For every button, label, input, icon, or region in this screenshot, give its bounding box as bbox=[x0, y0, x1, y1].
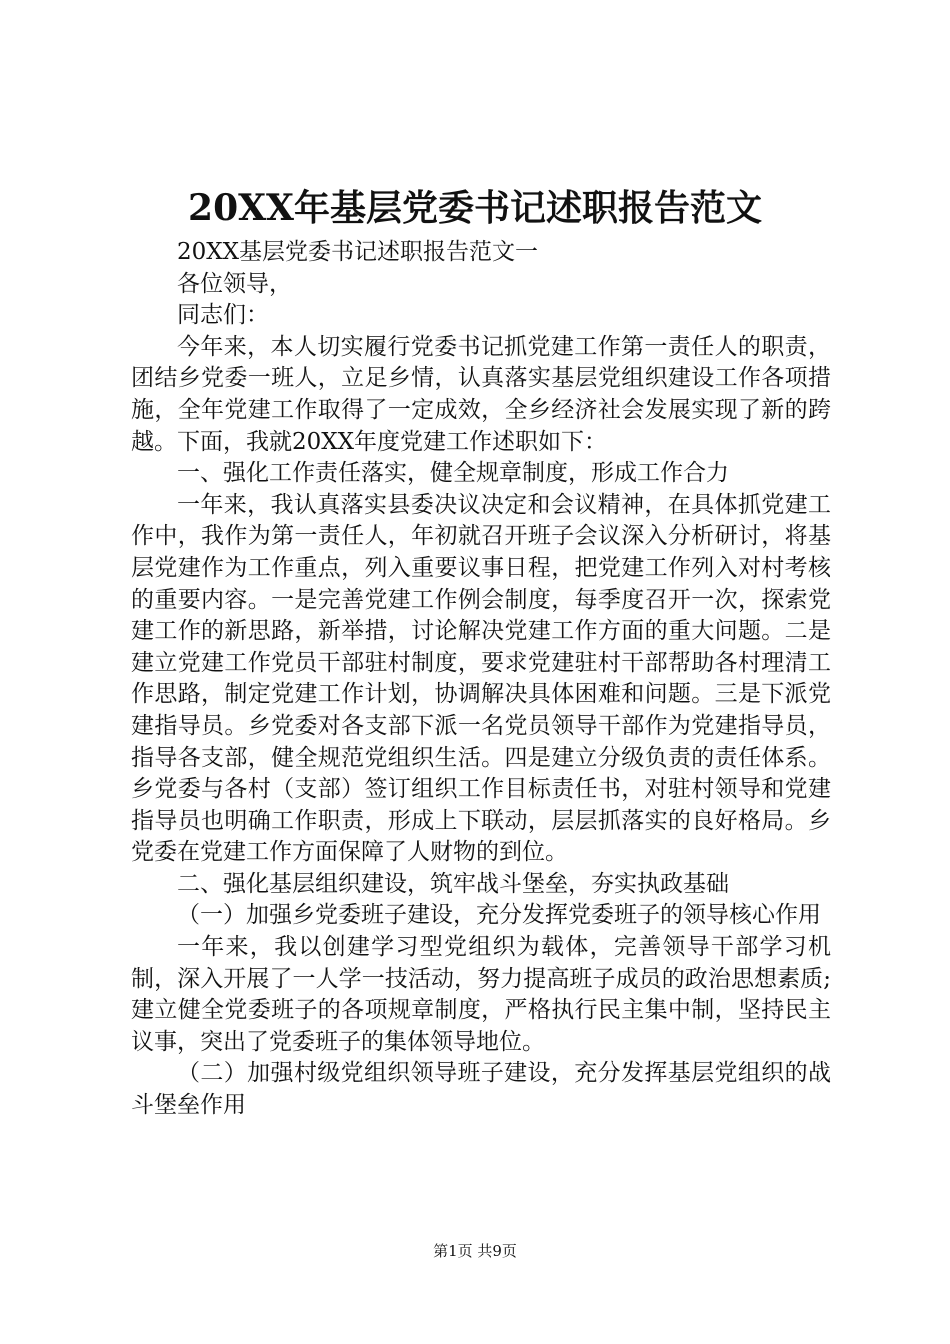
paragraph-section-2-1: 一年来，我以创建学习型党组织为载体，完善领导干部学习机制，深入开展了一人学一技活动，努力提高班子成员的政治思想素质;建立健全党委班子的各项规章制度，严格执行民主集中制，坚持民主议事，突出了党委班子的集体领导地位。 bbox=[131, 934, 831, 1055]
section-heading-1: 一、强化工作责任落实，健全规章制度，形成工作合力 bbox=[177, 460, 729, 487]
document-title: 20XX年基层党委书记述职报告范文 bbox=[188, 187, 762, 229]
document-body bbox=[131, 237, 831, 1122]
paragraph-salutation-comrades: 同志们： bbox=[177, 302, 269, 329]
subsection-heading-2-2: （二）加强村级党组织领导班子建设，充分发挥基层党组织的战斗堡垒作用 bbox=[131, 1060, 831, 1119]
page-number-footer: 第1页 共9页 bbox=[433, 1242, 517, 1260]
paragraph-section-1: 一年来，我认真落实县委决议决定和会议精神，在具体抓党建工作中，我作为第一责任人，年初就召开班子会议深入分析研讨，将基层党建作为工作重点，列入重要议事日程，把党建工作列入对村考核的重要内容。一是完善党建工作例会制度，每季度召开一次，探索党建工作的新思路，新举措，讨论解决党建工作方面的重大问题。二是建立党建工作党员干部驻村制度，要求党建驻村干部帮助各村理清工作思路，制定党建工作计划，协调解决具体困难和问题。三是下派党建指导员。乡党委对各支部下派一名党员领导干部作为党建指导员，指导各支部，健全规范党组织生活。四是建立分级负责的责任体系。乡党委与各村（支部）签订组织工作目标责任书，对驻村领导和党建指导员也明确工作职责，形成上下联动，层层抓落实的良好格局。乡党委在党建工作方面保障了人财物的到位。 bbox=[131, 491, 831, 866]
paragraph-salutation-leaders: 各位领导， bbox=[177, 270, 292, 297]
paragraph-subtitle: 20XX基层党委书记述职报告范文一 bbox=[177, 239, 539, 265]
section-heading-2: 二、强化基层组织建设，筑牢战斗堡垒，夯实执政基础 bbox=[177, 870, 729, 897]
paragraph-intro: 今年来，本人切实履行党委书记抓党建工作第一责任人的职责，团结乡党委一班人，立足乡情，认真落实基层党组织建设工作各项措施，全年党建工作取得了一定成效，全乡经济社会发展实现了新的跨越。下面，我就20XX年度党建工作述职如下： bbox=[131, 333, 831, 455]
subsection-heading-2-1: （一）加强乡党委班子建设，充分发挥党委班子的领导核心作用 bbox=[177, 902, 821, 929]
